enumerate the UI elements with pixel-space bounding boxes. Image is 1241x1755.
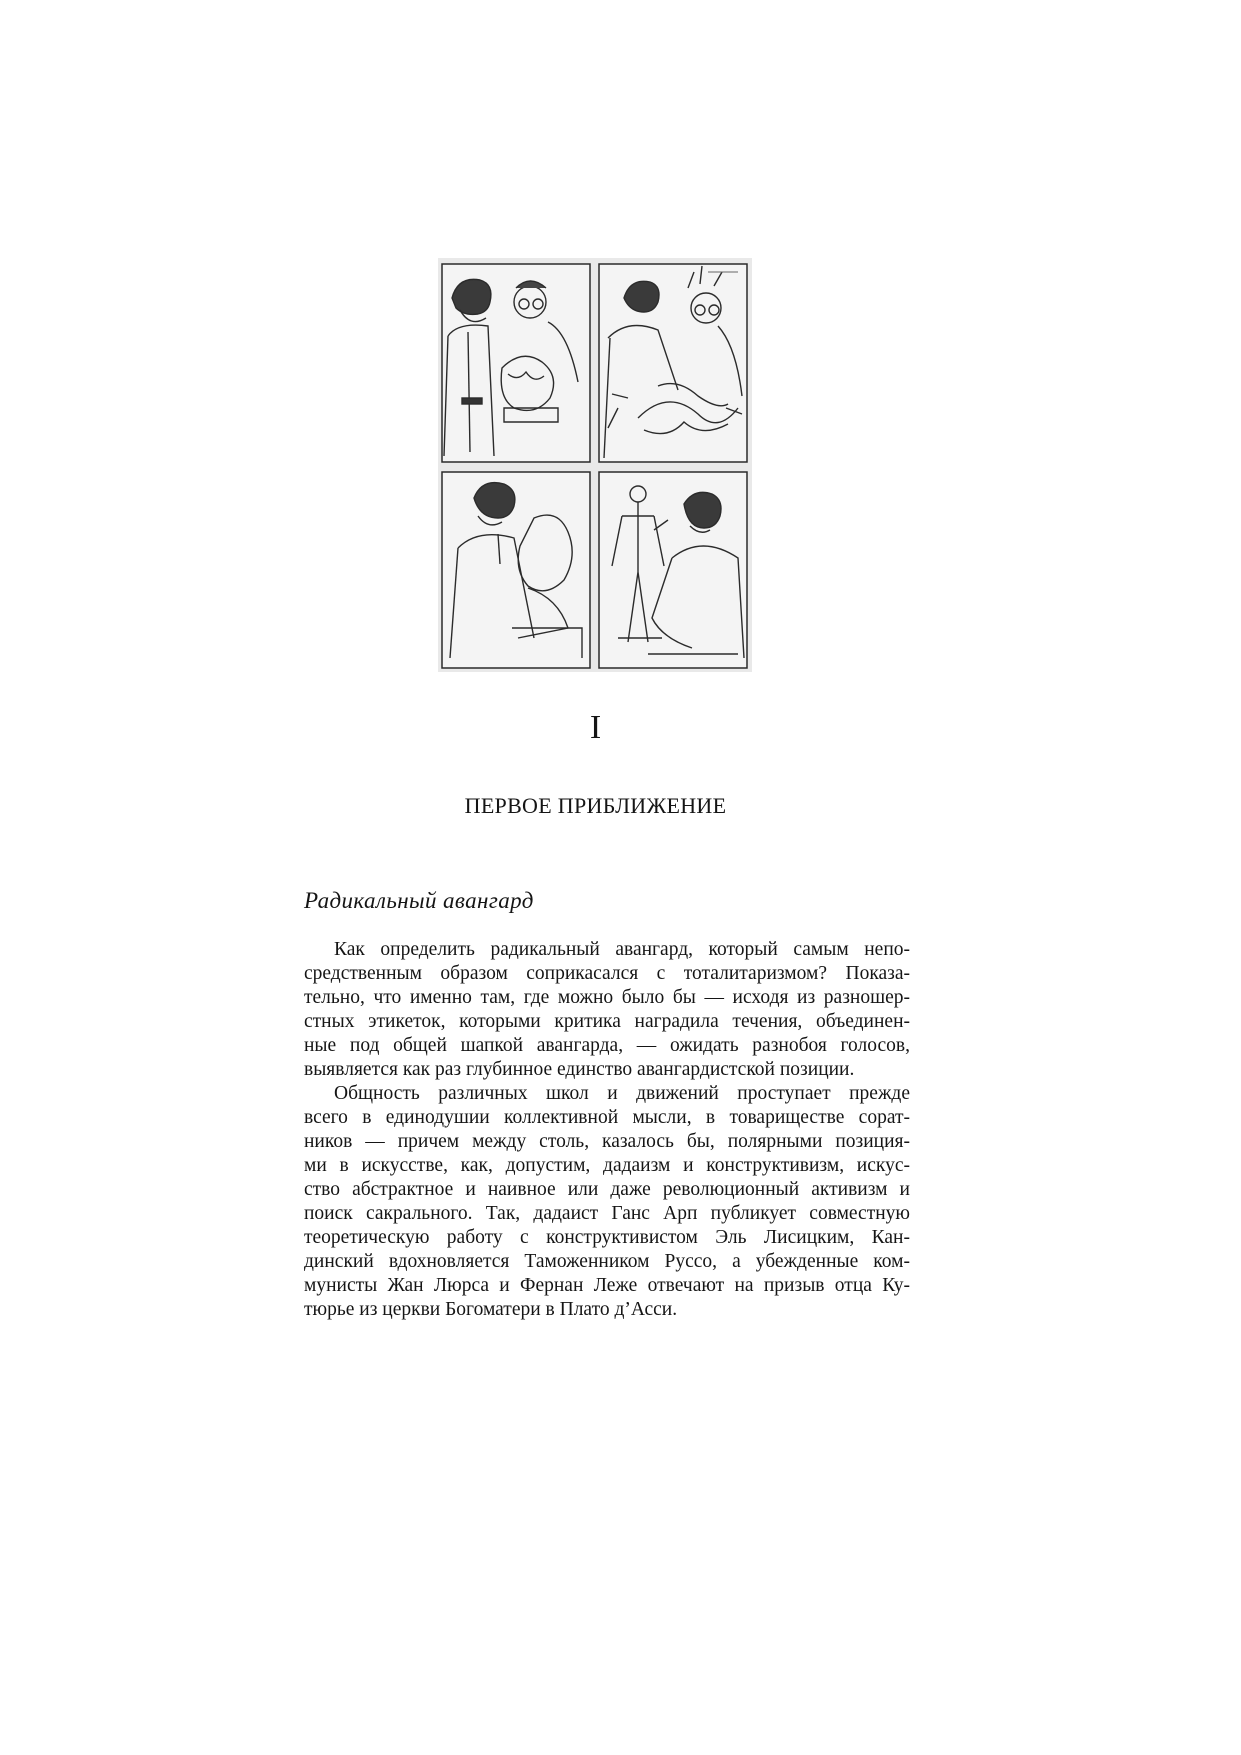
chapter-title: ПЕРВОЕ ПРИБЛИЖЕНИЕ [464,793,727,818]
panel-bottom-left [442,472,590,668]
text-line: выявляется как раз глубинное единство авангардистской позиции. [304,1059,855,1080]
text-line: поиск сакрального. Так, дадаист Ганс Арп публикует совместную [304,1203,910,1224]
text-line: динский вдохновляется Таможенником Руссо, а убежденные ком- [304,1251,910,1272]
paragraph-1 [304,938,910,1082]
cartoon-illustration-svg [438,258,752,672]
text-line: стных этикеток, которыми критика наградила течения, объединен- [304,1011,910,1032]
text-line: теоретическую работу с конструктивистом Эль Лисицким, Кан- [304,1227,910,1248]
text-line: мунисты Жан Люрса и Фернан Леже отвечают на призыв отца Ку- [304,1275,910,1296]
text-line: Как определить радикальный авангард, который самым непо- [334,939,910,960]
text-line: тельно, что именно там, где можно было бы — исходя из разношер- [304,987,910,1008]
panel-top-right [599,264,747,462]
text-line: всего в единодушии коллективной мысли, в товариществе сорат- [304,1107,910,1128]
paragraph-2 [304,1082,910,1322]
text-line: ников — причем между столь, казалось бы, полярными позиция- [304,1131,910,1152]
text-line: тюрье из церкви Богоматери в Плато д’Асси. [304,1299,678,1320]
cartoon-illustration [438,258,752,672]
section-heading: Радикальный авангард [304,888,534,913]
text-line: ные под общей шапкой авангарда, — ожидать разнобоя голосов, [304,1035,910,1056]
text-line: ми в искусстве, как, допустим, дадаизм и конструктивизм, искус- [304,1155,910,1176]
text-line: ство абстрактное и наивное или даже революционный активизм и [304,1179,910,1200]
body-text [304,938,910,1322]
chapter-number: I [589,709,602,746]
text-line: средственным образом соприкасался с тоталитаризмом? Показа- [304,963,910,984]
text-line: Общность различных школ и движений проступает прежде [334,1083,910,1104]
